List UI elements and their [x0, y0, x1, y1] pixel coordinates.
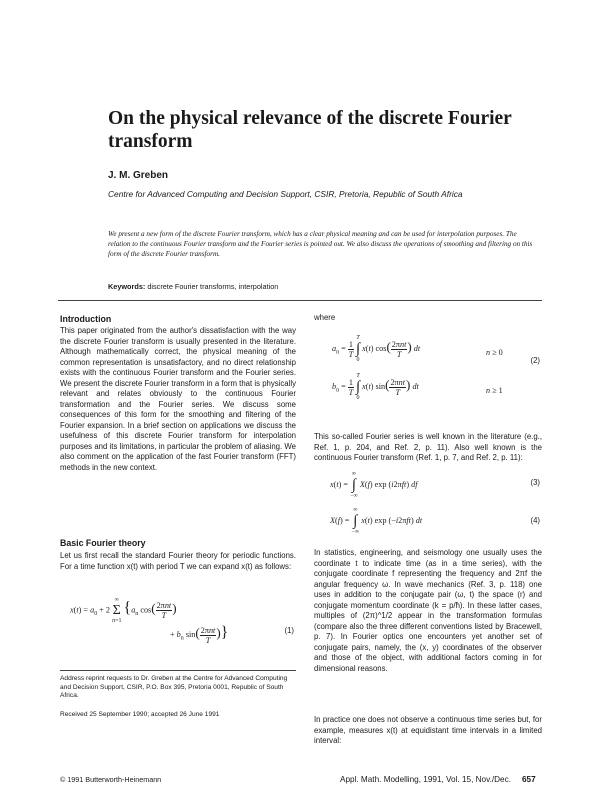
- introduction-heading: Introduction: [60, 314, 112, 324]
- equation-2: $a_n$ = $\frac{1}{T}$ T ∫ 0 x(t) cos( $\frac{\text{2πnt}}{T}$ ) dt n ≥ 0 (2) $b_n$ = $\frac{1}{T}$ T ∫ 0 x(t) sin( $\frac{\text{2πnt}}{T}$ ) dt n ≥ 1: [332, 335, 540, 401]
- fourier-series-paragraph: This so-called Fourier series is well known in the literature (e.g., Ref. 1, p. 204, and Ref. 2, p. 11). Also well known is the continuous Fourier transform (Ref. 1, p. 7, and Ref. 2, p. 11):: [314, 432, 542, 462]
- journal-citation: Appl. Math. Modelling, 1991, Vol. 15, Nov./Dec.: [340, 775, 511, 784]
- equation-3: x(t) = ∞ ∫ −∞ X(f) exp (i2πft) df (3): [330, 471, 540, 499]
- paper-title: On the physical relevance of the discrete Fourier transform: [108, 108, 512, 152]
- equation-4: X(f) = ∞ ∫ −∞ x(t) exp (−i2πft) dt (4): [330, 507, 540, 535]
- equation-4-number: (4): [530, 516, 540, 525]
- received-date: Received 25 September 1990; accepted 26 June 1991: [60, 711, 220, 718]
- keywords: [108, 282, 278, 291]
- conventions-paragraph: In statistics, engineering, and seismology one usually uses the coordinate t to indicate time (as in a time series), with the conjugate coordinate f representing the frequency and 2πf the angular frequency ω. In wave mechanics (Ref. 3, p. 118) one uses in addition to the conjugate pair (ω, t) the space (r) and conjugate momentum coordinate (k = p/ħ). In these latter cases, multiples of (2π)^1/2 appear in the transformation formulas (compare also the three different conventions listed by Bracewell, p. 7). In Fourier optics one encounters yet another set of conjugate pairs, namely, the (x, y) coordinates of the observer and those of the object, with additional factors coming in for dimensional reasons.: [314, 548, 542, 673]
- where-text: where: [314, 313, 336, 322]
- footnote-divider: [60, 670, 296, 671]
- equation-1-number: (1): [284, 626, 294, 635]
- author-name: J. M. Greben: [108, 170, 169, 181]
- basic-fourier-heading: Basic Fourier theory: [60, 538, 146, 548]
- basic-fourier-text: Let us first recall the standard Fourier theory for periodic functions. For a time function x(t) with period T we can expand x(t) as follows:: [60, 551, 296, 571]
- equation-1: $x(t) = a_0 + 2$ ∞ Σ n=1 {$a_n$ cos( $\frac{\text{2πnt}}{T}$ ) + $b_n$ sin( $\frac{\text{2πnt}}{T}$ )} (1): [70, 597, 294, 645]
- author-affiliation: Centre for Advanced Computing and Decision Support, CSIR, Pretoria, Republic of South Africa: [108, 189, 463, 199]
- page-number: 657: [522, 775, 536, 784]
- copyright: © 1991 Butterworth-Heinemann: [60, 775, 162, 784]
- practice-paragraph: In practice one does not observe a continuous time series but, for example, measures x(t) at equidistant time intervals in a limited interval:: [314, 715, 542, 745]
- abstract: We present a new form of the discrete Fourier transform, which has a clear physical meaning and can be used for interpolation purposes. The relation to the continuous Fourier transform and the Fourier series is pointed out. We also discuss the operations of smoothing and filtering on this form of the discrete Fourier transform.: [108, 230, 533, 258]
- keywords-text: discrete Fourier transforms, interpolation: [147, 282, 279, 291]
- equation-2-number: (2): [530, 356, 540, 365]
- introduction-text: This paper originated from the author's dissatisfaction with the way the discrete Fourier transform is usually presented in the literature. Although mathematically correct, the physical meaning of the common representation is unsatisfactory, and no direct relationship exists with the continuous Fourier transform and the Fourier series. We present the discrete Fourier transform in a form that is physically relevant and relates obviously to the continuous Fourier transformation and the Fourier series. We discuss some consequences of this form for the smoothing and filtering of the Fourier expansion. In a brief section on applications we discuss the usefulness of this discrete Fourier transform for interpolation purposes and its limitations, in particular the problem of aliasing. We also comment on the application of the fast Fourier transform (FFT) methods in the new context.: [60, 326, 296, 472]
- section-divider: [58, 300, 542, 301]
- reprint-footnote: Address reprint requests to Dr. Greben at the Centre for Advanced Computing and Decision Support, CSIR, P.O. Box 395, Pretoria 0001, Republic of South Africa.: [60, 675, 288, 699]
- keywords-label: Keywords:: [108, 282, 146, 291]
- equation-3-number: (3): [530, 478, 540, 487]
